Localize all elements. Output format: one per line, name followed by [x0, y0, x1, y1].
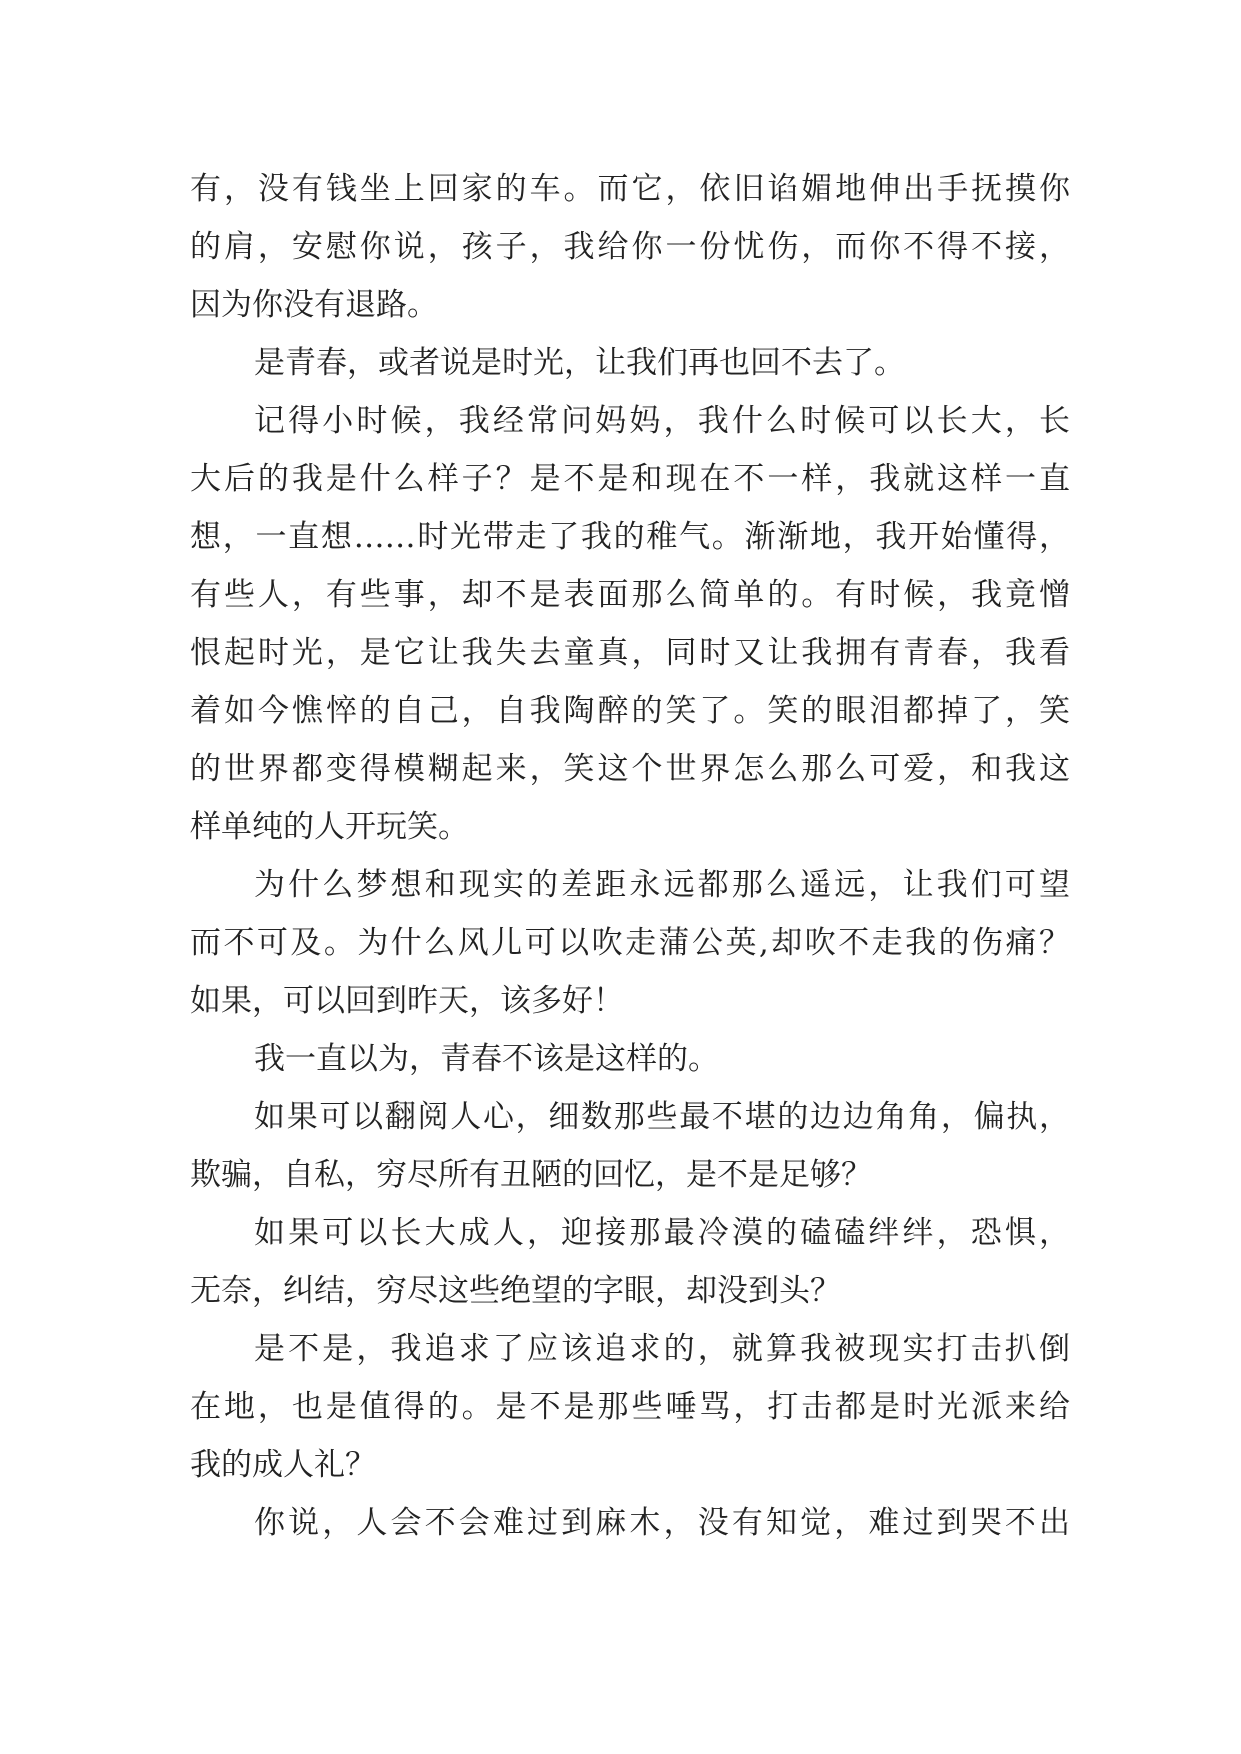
text-line: 你说，人会不会难过到麻木，没有知觉，难过到哭不出: [254, 1505, 1070, 1541]
text-line: 着如今憔悴的自己，自我陶醉的笑了。笑的眼泪都掉了，笑: [190, 693, 1070, 729]
text-line: 欺骗，自私，穷尽所有丑陋的回忆，是不是足够？: [190, 1157, 872, 1193]
text-line: 有些人，有些事，却不是表面那么简单的。有时候，我竟憎: [190, 577, 1070, 613]
text-line: 在地，也是值得的。是不是那些唾骂，打击都是时光派来给: [190, 1389, 1070, 1425]
text-line: 想，一直想……时光带走了我的稚气。渐渐地，我开始懂得，: [190, 519, 1070, 555]
text-line: 我的成人礼？: [190, 1447, 376, 1483]
text-line: 样单纯的人开玩笑。: [190, 809, 469, 845]
text-line: 记得小时候，我经常问妈妈，我什么时候可以长大，长: [254, 403, 1070, 439]
text-line: 是不是，我追求了应该追求的，就算我被现实打击扒倒: [254, 1331, 1070, 1367]
text-line: 是青春，或者说是时光，让我们再也回不去了。: [254, 345, 905, 381]
document-page: [190, 160, 1070, 1552]
text-line: 我一直以为，青春不该是这样的。: [254, 1041, 719, 1077]
text-line: 为什么梦想和现实的差距永远都那么遥远，让我们可望: [254, 867, 1070, 903]
text-line: 如果，可以回到昨天，该多好！: [190, 983, 624, 1019]
text-line: 大后的我是什么样子？是不是和现在不一样，我就这样一直: [190, 461, 1070, 497]
text-line: 的世界都变得模糊起来，笑这个世界怎么那么可爱，和我这: [190, 751, 1070, 787]
text-line: 有，没有钱坐上回家的车。而它，依旧谄媚地伸出手抚摸你: [190, 171, 1070, 207]
text-line: 如果可以长大成人，迎接那最冷漠的磕磕绊绊，恐惧，: [254, 1215, 1070, 1251]
text-line: 的肩，安慰你说，孩子，我给你一份忧伤，而你不得不接，: [190, 229, 1070, 265]
text-line: 恨起时光，是它让我失去童真，同时又让我拥有青春，我看: [190, 635, 1070, 671]
text-line: 而不可及。为什么风儿可以吹走蒲公英,却吹不走我的伤痛？: [190, 925, 1070, 961]
text-line: 因为你没有退路。: [190, 287, 438, 323]
text-line: 如果可以翻阅人心，细数那些最不堪的边边角角，偏执，: [254, 1099, 1070, 1135]
text-line: 无奈，纠结，穷尽这些绝望的字眼，却没到头？: [190, 1273, 841, 1309]
